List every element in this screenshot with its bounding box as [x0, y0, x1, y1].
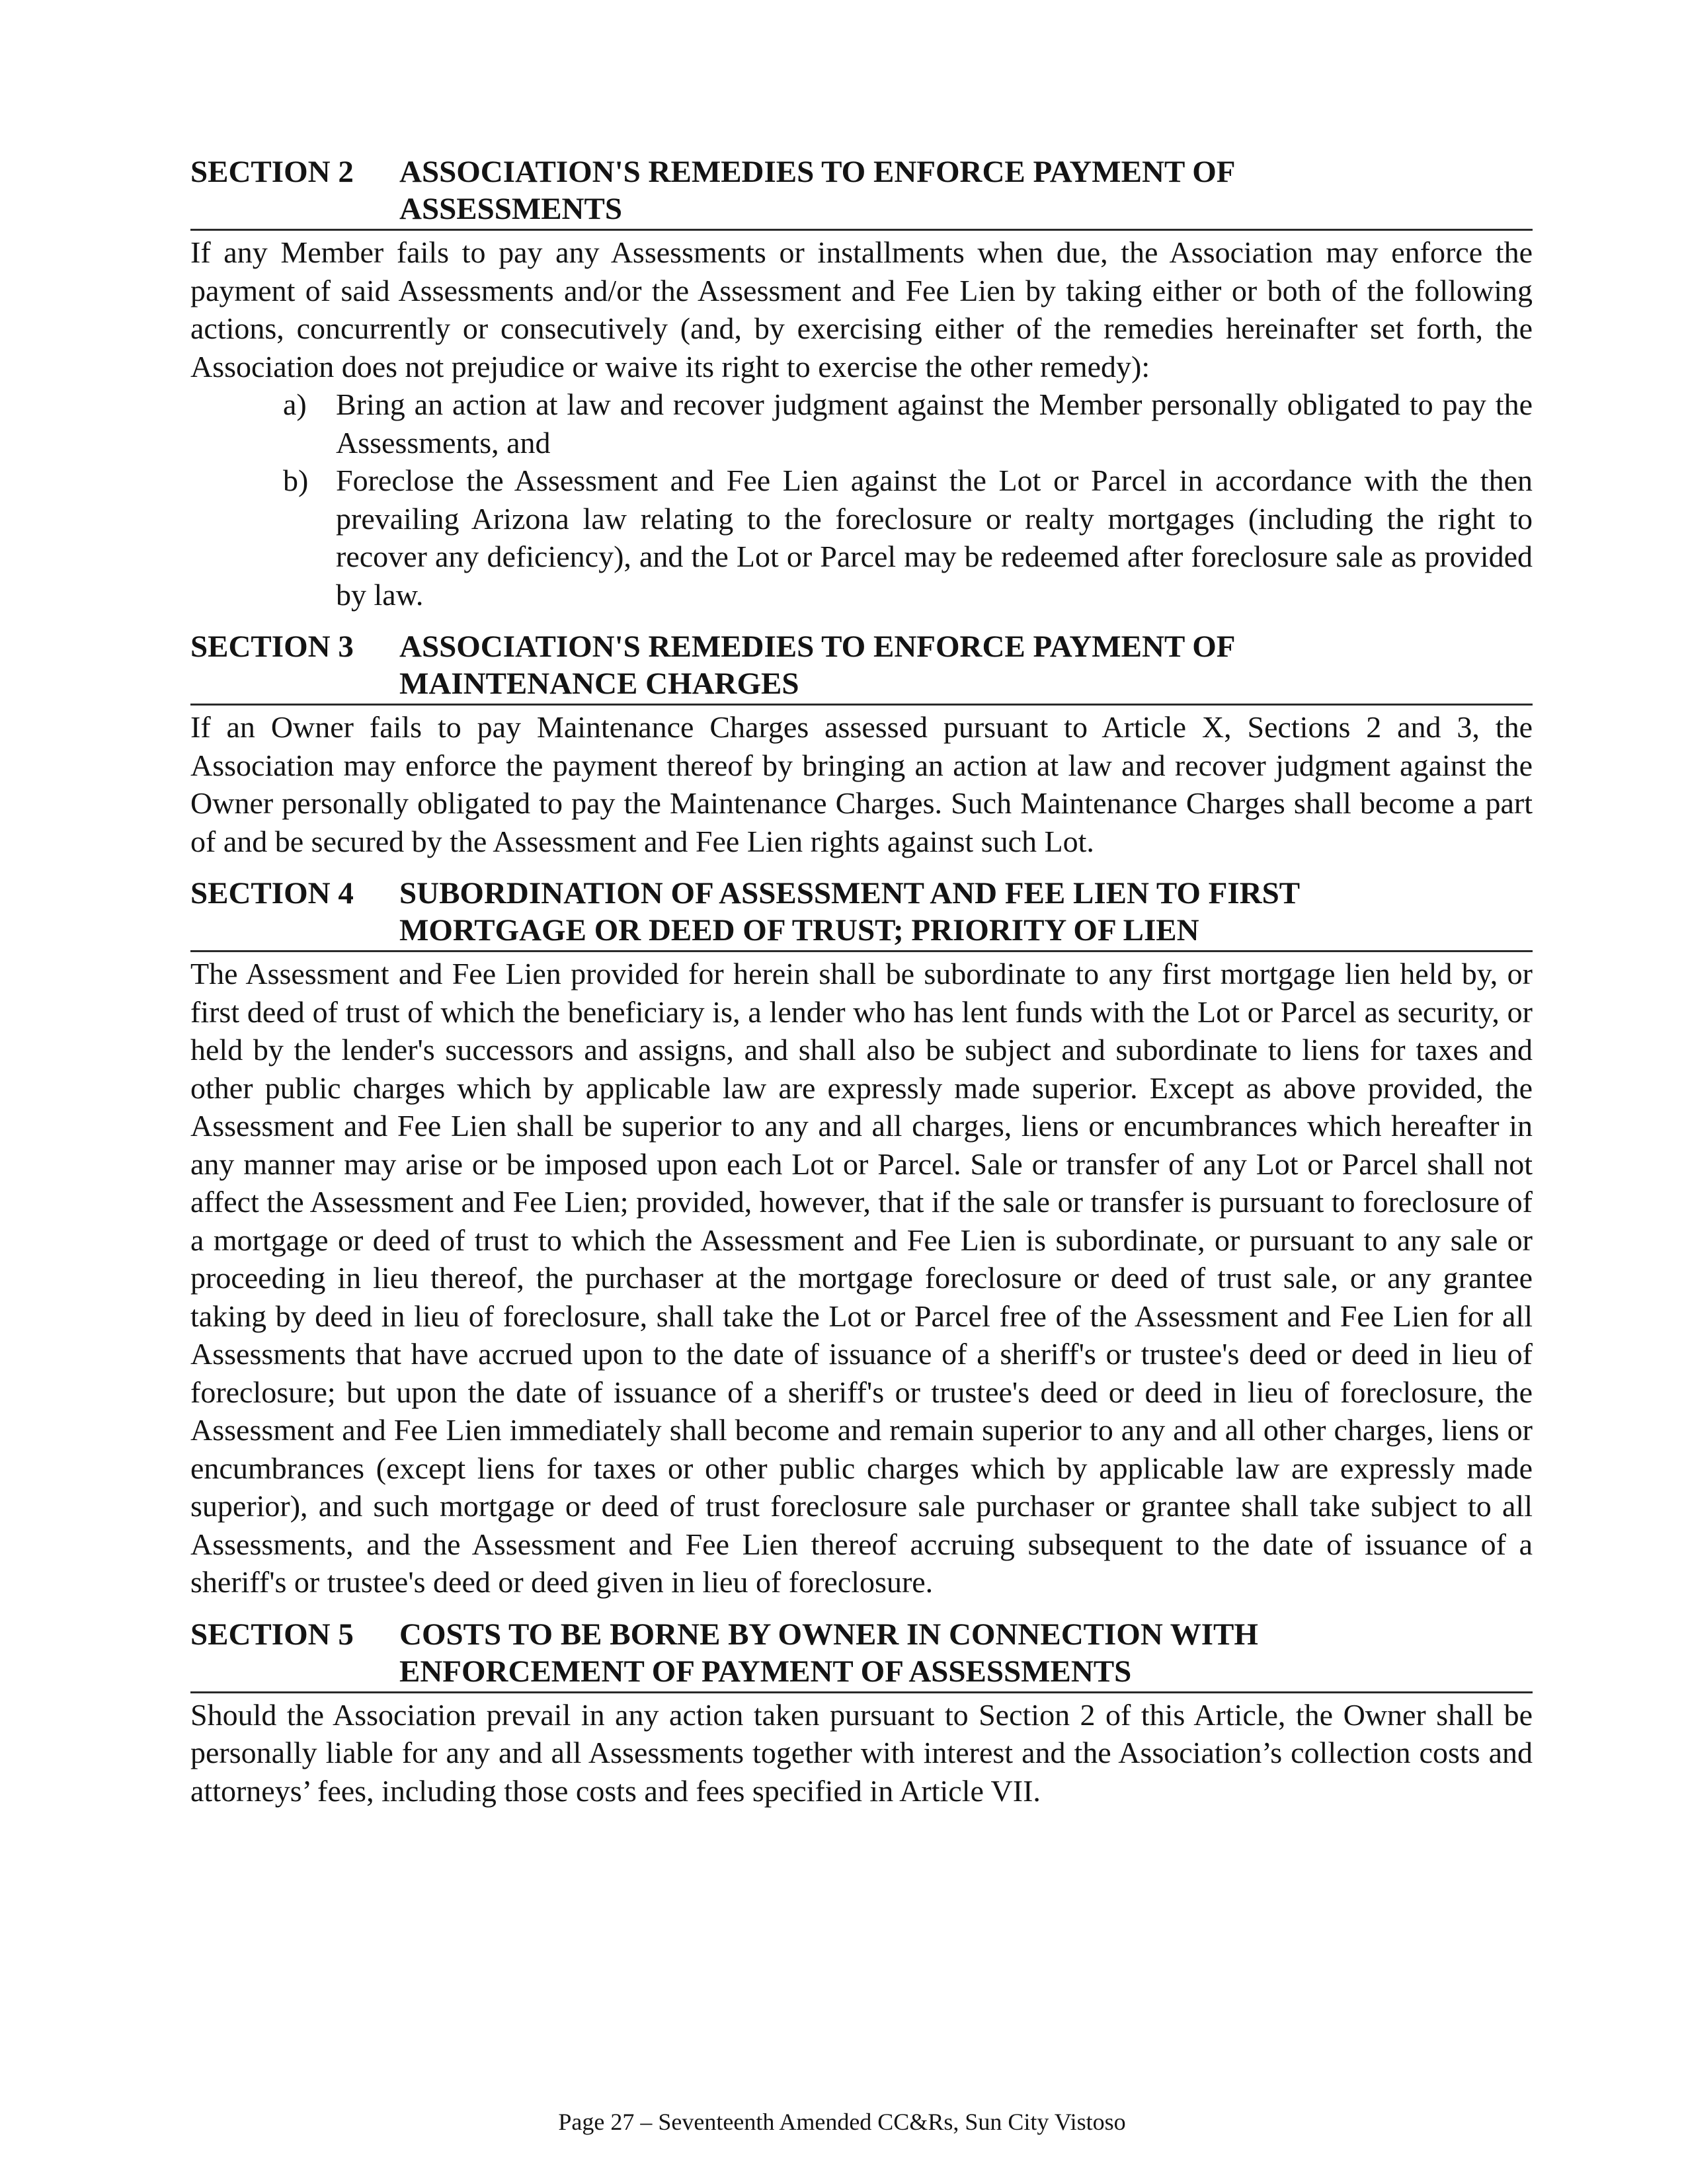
section-number: SECTION 5: [190, 1617, 354, 1652]
section-title: [399, 153, 1533, 227]
section-title: [399, 628, 1533, 702]
list-item: [283, 462, 1533, 614]
section-body: The Assessment and Fee Lien provided for herein shall be subordinate to any first mortgage lien held by, or first deed of trust of which the beneficiary is, a lender who has lent funds with the Lot or Parcel as security, or held by the lender's successors and assigns, and shall also be subject and subordinate to liens for taxes and other public charges which by applicable law are expressly made superior. Except as above provided, the Assessment and Fee Lien shall be superior to any and all charges, liens or encumbrances which hereafter in any manner may arise or be imposed upon each Lot or Parcel. Sale or transfer of any Lot or Parcel shall not affect the Assessment and Fee Lien; provided, however, that if the sale or transfer is pursuant to foreclosure of a mortgage or deed of trust to which the Assessment and Fee Lien is subordinate, or pursuant to any sale or proceeding in lieu thereof, the purchaser at the mortgage foreclosure or deed of trust sale, or any grantee taking by deed in lieu of foreclosure, shall take the Lot or Parcel free of the Assessment and Fee Lien for all Assessments that have accrued upon to the date of issuance of a sheriff's or trustee's deed or deed in lieu of foreclosure; but upon the date of issuance of a sheriff's or trustee's deed or deed in lieu of foreclosure, the Assessment and Fee Lien immediately shall become and remain superior to any and all other charges, liens or encumbrances (except liens for taxes or other public charges which by applicable law are expressly made superior), and such mortgage or deed of trust foreclosure sale purchaser or grantee shall take subject to all Assessments, and the Assessment and Fee Lien thereof accruing subsequent to the date of issuance of a sheriff's or trustee's deed or deed given in lieu of foreclosure.: [190, 957, 1533, 1599]
section-number: SECTION 4: [190, 876, 354, 910]
section-heading: [190, 153, 1533, 231]
section-2: [190, 153, 1533, 614]
remedies-list: [190, 385, 1533, 614]
section-title-line-1: SUBORDINATION OF ASSESSMENT AND FEE LIEN TO FIRST: [399, 876, 1301, 910]
section-title: [399, 1616, 1533, 1690]
section-title-line-2: ASSESSMENTS: [399, 192, 622, 226]
list-item-text: Bring an action at law and recover judgment against the Member personally obligated to pay the Assessments, and: [336, 387, 1533, 460]
section-body: If any Member fails to pay any Assessments or installments when due, the Association may enforce the payment of said Assessments and/or the Assessment and Fee Lien by taking either or both of the following actions, concurrently or consecutively (and, by exercising either of the remedies hereinafter set forth, the Association does not prejudice or waive its right to exercise the other remedy):: [190, 235, 1533, 384]
list-item-text: Foreclose the Assessment and Fee Lien against the Lot or Parcel in accordance with the then prevailing Arizona law relating to the foreclosure or realty mortgages (including the right to recover any deficiency), and the Lot or Parcel may be redeemed after foreclosure sale as provided by law.: [336, 464, 1533, 612]
section-title-line-2: MORTGAGE OR DEED OF TRUST; PRIORITY OF LIEN: [399, 913, 1199, 948]
section-title-line-1: COSTS TO BE BORNE BY OWNER IN CONNECTION WITH: [399, 1617, 1258, 1652]
section-title: [399, 875, 1533, 949]
section-body: If an Owner fails to pay Maintenance Charges assessed pursuant to Article X, Sections 2 and 3, the Association may enforce the payment thereof by bringing an action at law and recover judgment against the Owner personally obligated to pay the Maintenance Charges. Such Maintenance Charges shall become a part of and be secured by the Assessment and Fee Lien rights against such Lot.: [190, 710, 1533, 858]
section-title-line-1: ASSOCIATION'S REMEDIES TO ENFORCE PAYMENT OF: [399, 155, 1236, 189]
list-item-marker: b): [283, 464, 309, 497]
section-body: Should the Association prevail in any action taken pursuant to Section 2 of this Article, the Owner shall be personally liable for any and all Assessments together with interest and the Association’s collection costs and attorneys’ fees, including those costs and fees specified in Article VII.: [190, 1697, 1533, 1808]
section-heading: [190, 875, 1533, 952]
section-number: SECTION 3: [190, 629, 354, 664]
section-number: SECTION 2: [190, 155, 354, 189]
section-title-line-1: ASSOCIATION'S REMEDIES TO ENFORCE PAYMENT OF: [399, 629, 1236, 664]
section-heading: [190, 1616, 1533, 1693]
list-item-marker: a): [283, 387, 307, 421]
list-item: [283, 385, 1533, 462]
page-footer: Page 27 – Seventeenth Amended CC&Rs, Sun City Vistoso: [558, 2109, 1126, 2135]
section-4: [190, 875, 1533, 1601]
section-3: [190, 628, 1533, 860]
page-content: [190, 153, 1533, 1824]
section-title-line-2: MAINTENANCE CHARGES: [399, 667, 799, 701]
section-5: [190, 1616, 1533, 1810]
section-title-line-2: ENFORCEMENT OF PAYMENT OF ASSESSMENTS: [399, 1654, 1132, 1689]
section-heading: [190, 628, 1533, 706]
